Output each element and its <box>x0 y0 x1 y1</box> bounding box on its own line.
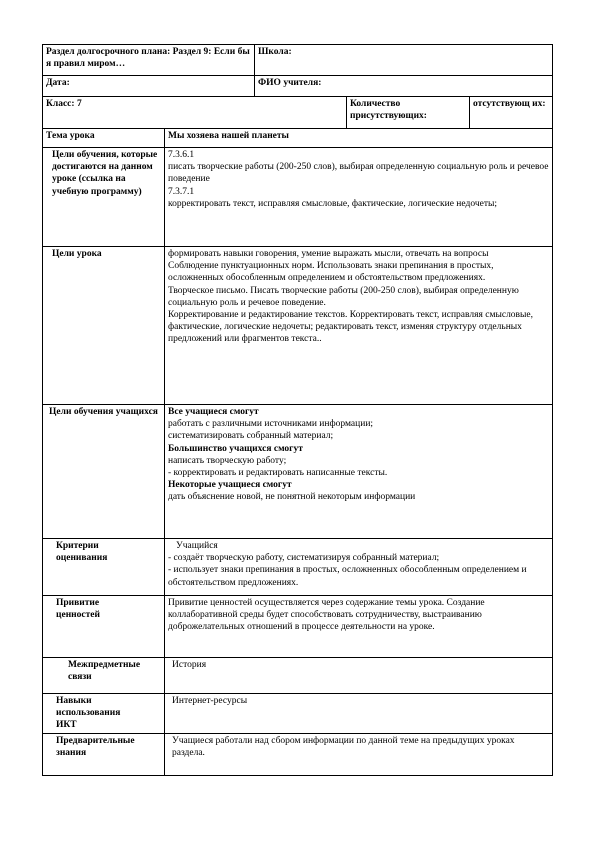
header-table <box>42 44 553 97</box>
criteria-label-text: Критерии оценивания <box>56 541 108 564</box>
prior-label-text: Предварительные знания <box>56 735 135 758</box>
values-label-text: Привитие ценностей <box>56 598 100 621</box>
lesson-goals-line: Корректирование и редактирование текстов. Корректировать текст, исправляя смысловые, фактические, логические недочеты; редактировать текст, изменяя структуру отдельных предложений или фрагментов текста.. <box>168 310 534 345</box>
lesson-goals-label <box>43 247 165 405</box>
ict-label-text: Навыки использования ИКТ <box>56 696 121 731</box>
criteria-line: - создаёт творческую работу, систематизируя собранный материал; <box>168 553 440 564</box>
values-label <box>43 596 165 658</box>
interdisciplinary-label-text: Межпредметные связи <box>68 660 141 683</box>
objectives-label <box>43 148 165 247</box>
prior-label <box>43 733 165 775</box>
topic-value: Мы хозяева нашей планеты <box>165 129 553 148</box>
row-topic <box>43 129 553 148</box>
values-text: Привитие ценностей осуществляется через содержание темы урока. Создание коллаборативной среды будет способствовать сотрудничеству, выстраиванию доброжелательных отношений в процессе деятельности на уроке. <box>168 598 485 633</box>
criteria-label <box>43 539 165 596</box>
row-values <box>43 596 553 658</box>
some-learners-heading: Некоторые учащиеся смогут <box>168 480 292 491</box>
learner-goals-value <box>165 405 553 539</box>
row-ict <box>43 694 553 734</box>
most-learners-heading: Большинство учащихся смогут <box>168 443 303 454</box>
class-table <box>42 96 553 129</box>
ict-label <box>43 694 165 734</box>
objectives-value <box>165 148 553 247</box>
row-lesson-goals <box>43 247 553 405</box>
class-row <box>43 97 553 129</box>
absent-label: отсутствующ их: <box>470 97 553 129</box>
most-learners-line: написать творческую работу; <box>168 455 287 466</box>
most-learners-line: - корректировать и редактировать написанные тексты. <box>168 468 388 479</box>
school-label: Школа: <box>255 45 553 76</box>
values-value <box>165 596 553 658</box>
lesson-goals-line: формировать навыки говорения, умение выражать мысли, отвечать на вопросы <box>168 249 489 259</box>
header-row-date <box>43 76 553 97</box>
row-prior <box>43 733 553 775</box>
lesson-table <box>42 128 553 776</box>
present-label: Количество присутствующих: <box>347 97 470 129</box>
topic-label: Тема урока <box>43 129 165 148</box>
header-row-section <box>43 45 553 76</box>
lesson-goals-line: Творческое письмо. Писать творческие работы (200-250 слов), выбирая определенную социальную роль и речевое поведение. <box>168 285 519 308</box>
all-learners-line: работать с различными источниками информации; <box>168 419 374 430</box>
interdisciplinary-label <box>43 658 165 694</box>
prior-value <box>165 733 553 775</box>
criteria-value <box>165 539 553 596</box>
section-label: Раздел долгосрочного плана: Раздел 9: Если бы я правил миром… <box>43 45 255 76</box>
lesson-goals-line: Соблюдение пунктуационных норм. Использовать знаки препинания в простых, осложненных обособленным определением и обстоятельством предложениях. <box>168 261 494 284</box>
row-criteria <box>43 539 553 596</box>
objectives-line: писать творческие работы (200-250 слов), выбирая определенную социальную роль и речевое поведение <box>168 162 549 185</box>
row-interdisciplinary <box>43 658 553 694</box>
interdisciplinary-text: История <box>172 660 207 670</box>
learner-goals-label <box>43 405 165 539</box>
objectives-line: корректировать текст, исправляя смысловые, фактические, логические недочеты; <box>168 198 497 209</box>
ict-text: Интернет-ресурсы <box>172 696 248 706</box>
lesson-goals-value <box>165 247 553 405</box>
row-objectives <box>43 148 553 247</box>
date-label: Дата: <box>43 76 255 97</box>
lesson-goals-label-text: Цели урока <box>52 249 102 259</box>
row-learner-goals <box>43 405 553 539</box>
ict-value <box>165 694 553 734</box>
criteria-line: - использует знаки препинания в простых, осложненных обособленным определением и обстоятельством предложениях. <box>168 565 527 588</box>
objectives-label-text: Цели обучения, которые достигаются на данном уроке (ссылка на учебную программу) <box>52 150 158 197</box>
class-label: Класс: 7 <box>43 97 347 129</box>
learner-goals-label-text: Цели обучения учащихся <box>49 407 158 417</box>
some-learners-line: дать объяснение новой, не понятной некоторым информации <box>168 492 416 503</box>
interdisciplinary-value <box>165 658 553 694</box>
all-learners-heading: Все учащиеся смогут <box>168 407 259 417</box>
criteria-line: Учащийся <box>176 541 218 551</box>
prior-text: Учащиеся работали над сбором информации по данной теме на предыдущих уроках раздела. <box>172 735 515 758</box>
objectives-line: 7.3.6.1 <box>168 150 195 160</box>
all-learners-line: систематизировать собранный материал; <box>168 431 334 442</box>
teacher-label: ФИО учителя: <box>255 76 553 97</box>
objectives-line: 7.3.7.1 <box>168 186 195 197</box>
